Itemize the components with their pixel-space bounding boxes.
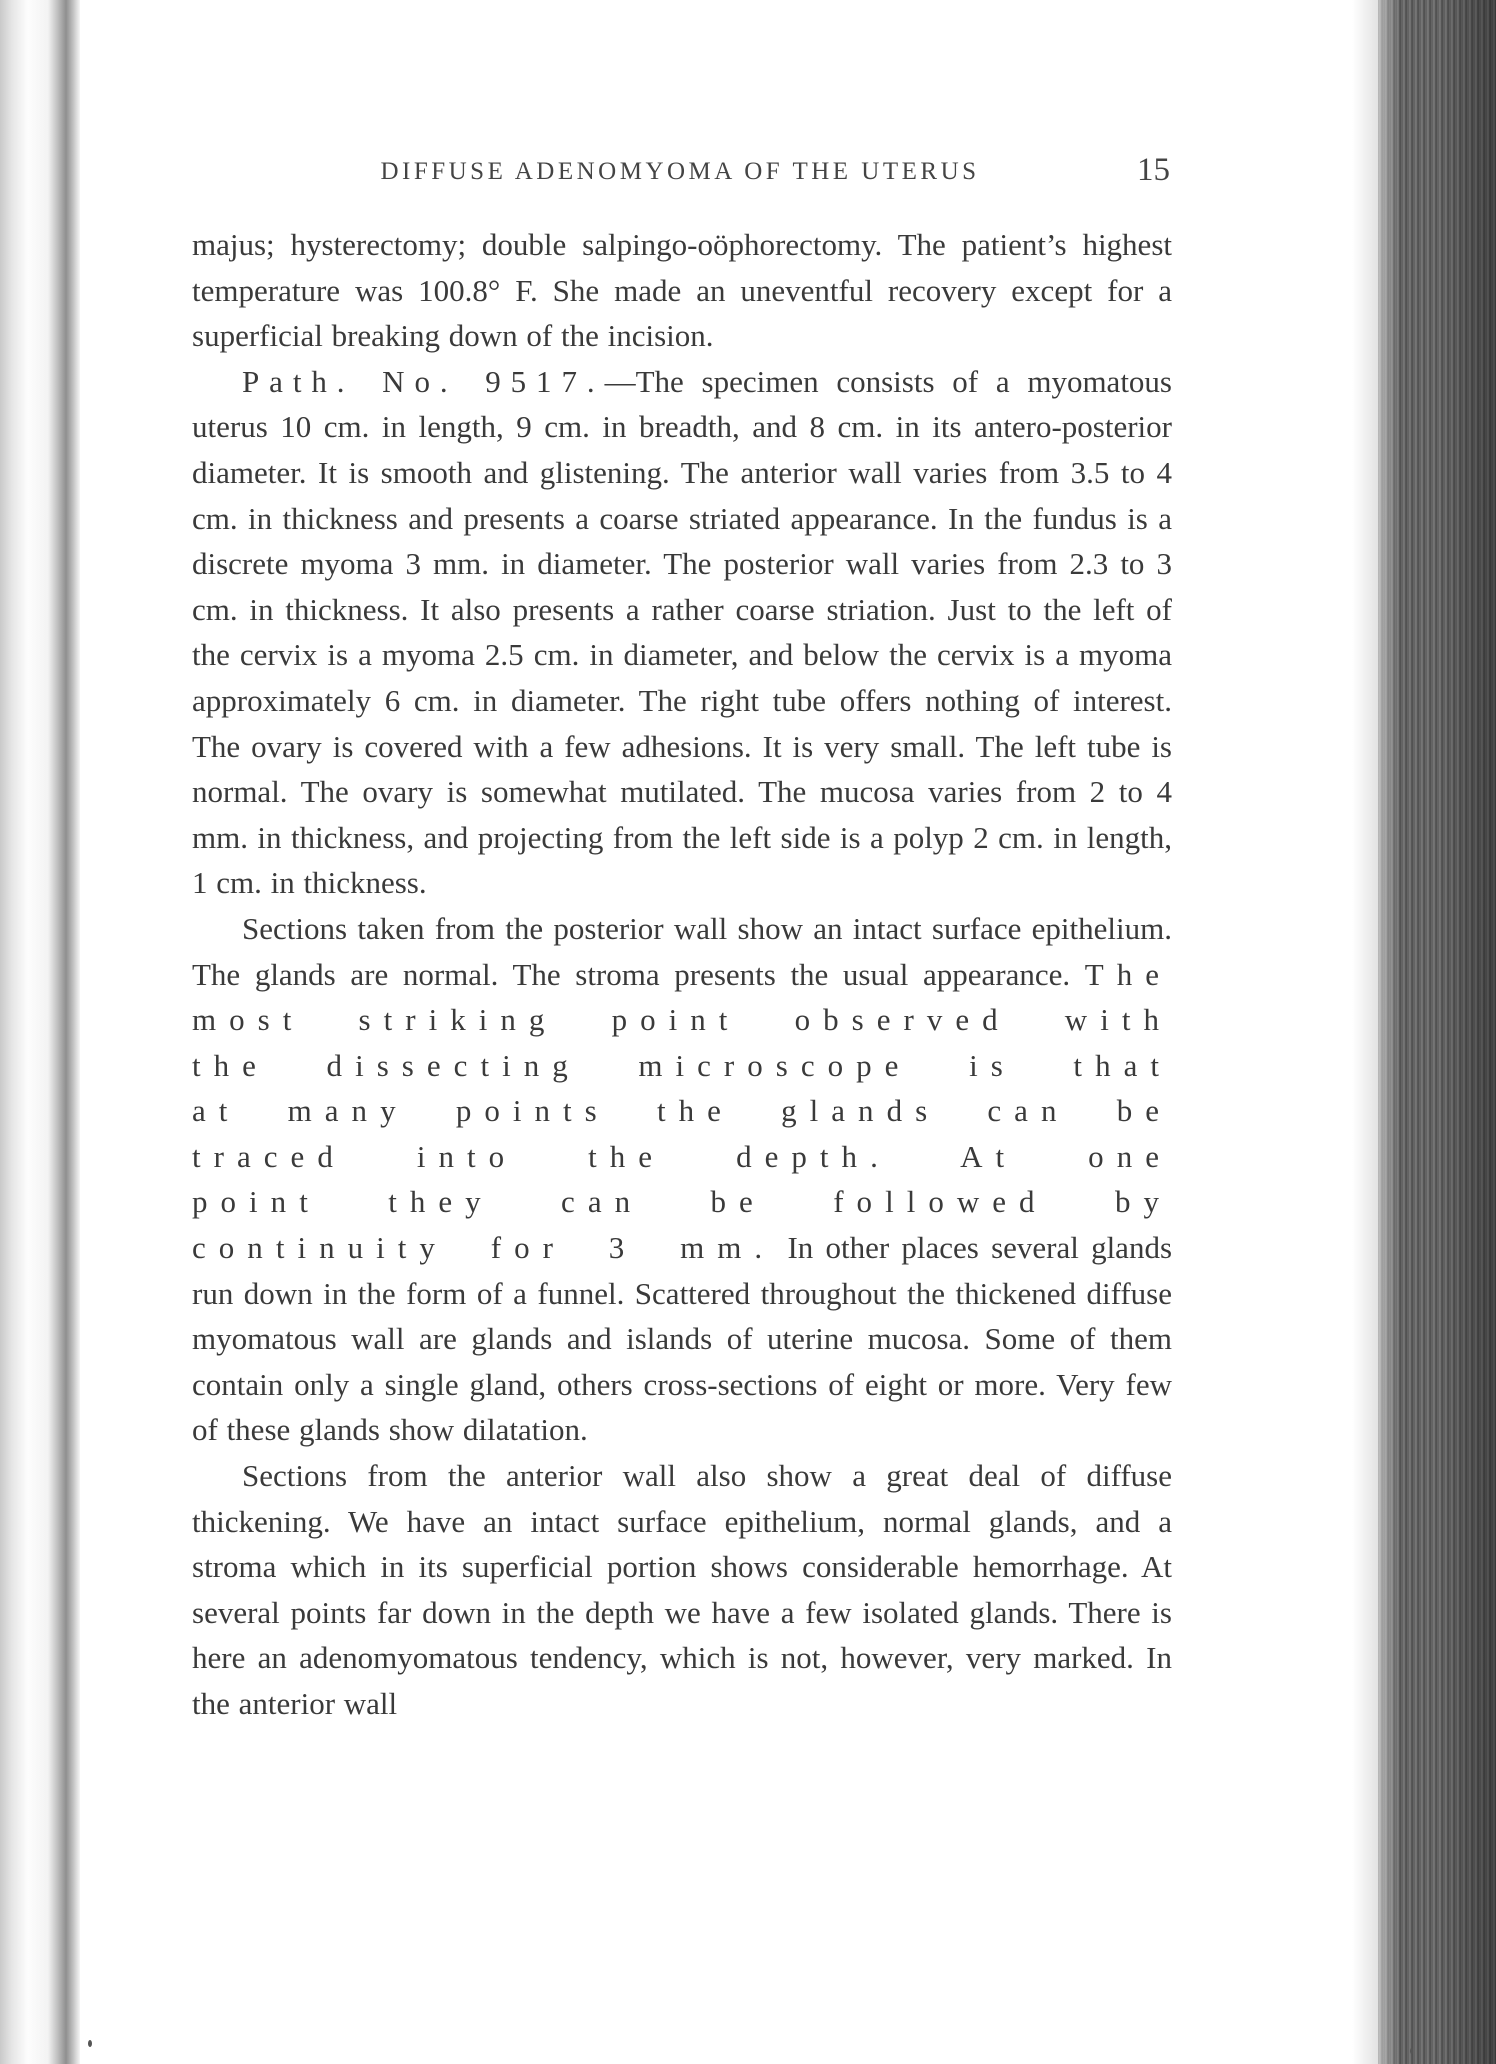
page-number: 15	[1137, 152, 1170, 188]
specimen-description: —The specimen consists of a myomatous uterus 10 cm. in length, 9 cm. in breadth, and 8 cm. in its antero-posterior diameter. It is smooth and glistening. The anterior wall varies from 3.5 to 4 cm. in thickness and presents a coarse striated appearance. In the fundus is a discrete myoma 3 mm. in diameter. The posterior wall varies from 2.3 to 3 cm. in thickness. It also presents a rather coarse striation. Just to the left of the cervix is a myoma 2.5 cm. in diameter, and below the cervix is a myoma approximately 6 cm. in diameter. The right tube offers nothing of interest. The ovary is covered with a few adhesions. It is very small. The left tube is normal. The ovary is somewhat mutilated. The mucosa varies from 2 to 4 mm. in thickness, and projecting from the left side is a polyp 2 cm. in length, 1 cm. in thickness.	[192, 363, 1172, 901]
paragraph-2	[192, 359, 1172, 906]
body-text	[192, 222, 1172, 1727]
paragraph-3	[192, 906, 1172, 1453]
running-head: DIFFUSE ADENOMYOMA OF THE UTERUS	[380, 158, 980, 185]
specimen-label: Path. No. 9517.	[242, 363, 605, 399]
paragraph-4: Sections from the anterior wall also show a great deal of diffuse thickening. We have an intact surface epithelium, normal glands, and a stroma which in its superficial portion shows considerable hemorrhage. At several points far down in the depth we have a few isolated glands. There is here an adenomyomatous tendency, which is not, however, very marked. In the anterior wall	[192, 1458, 1172, 1721]
binding-gutter	[0, 0, 80, 2064]
paragraph-3-start: Sections taken from the posterior wall show an intact surface epithelium. The glands are normal. The stroma presents the usual appearance.	[192, 910, 1172, 992]
paragraph-3-end: In other places several glands run down in the form of a funnel. Scattered throughout the thickened diffuse myomatous wall are glands and islands of uterine mucosa. Some of them contain only a single gland, others cross-sections of eight or more. Very few of these glands show dilatation.	[192, 1230, 1173, 1448]
page-block-shading	[1378, 0, 1496, 2064]
paragraph-1: majus; hysterectomy; double salpingo-oöphorectomy. The patient’s highest temperature was 100.8° F. She made an uneventful recovery except for a superficial breaking down of the incision.	[192, 227, 1172, 354]
page-edge-shadow	[1352, 0, 1380, 2064]
paragraph-3-spaced-emphasis: The most striking point observed with the dissecting microscope is that at many points the glands can be traced into the depth. At one point they can be followed by continuity for 3 mm.	[192, 956, 1173, 1266]
